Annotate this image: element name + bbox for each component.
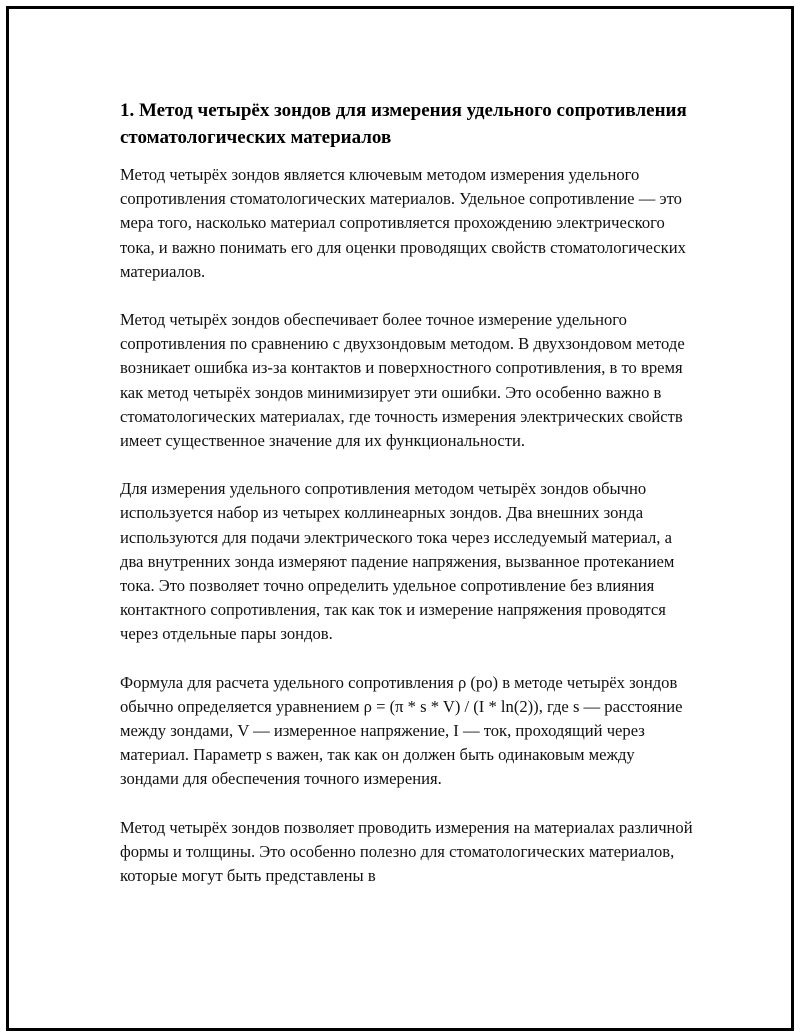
document-body [120,97,695,912]
paragraph-formula: Формула для расчета удельного сопротивления ρ (ро) в методе четырёх зондов обычно определяется уравнением ρ = (π * s * V) / (I * ln(2)), где s — расстояние между зондами, V — измеренное напряжение, I — ток, проходящий через материал. Параметр s важен, так как он должен быть одинаковым между зондами для обеспечения точного измерения. [120,672,683,789]
paragraph-probe-setup: Для измерения удельного сопротивления методом четырёх зондов обычно используется набор из четырех коллинеарных зондов. Два внешних зонда используются для подачи электрического тока через исследуемый материал, а два внутренних зонда измеряют падение напряжения, вызванное протеканием тока. Это позволяет точно определить удельное сопротивление без влияния контактного сопротивления, так как ток и измерение напряжения проводятся через отдельные пары зондов. [120,479,675,644]
paragraph-accuracy: Метод четырёх зондов обеспечивает более точное измерение удельного сопротивления по сравнению с двухзондовым методом. В двухзондовом методе возникает ошибка из-за контактов и поверхностного сопротивления, в то время как метод четырёх зондов минимизирует эти ошибки. Это особенно важно в стоматологических материалах, где точность измерения электрических свойств имеет существенное значение для их функциональности. [120,310,685,451]
paragraph-intro: Метод четырёх зондов является ключевым методом измерения удельного сопротивления стоматологических материалов. Удельное сопротивление — это мера того, насколько материал сопротивляется прохождению электрического тока, и важно понимать его для оценки проводящих свойств стоматологических материалов. [120,165,686,281]
page-frame [6,6,794,1031]
section-heading: 1. Метод четырёх зондов для измерения удельного сопротивления стоматологических материалов [120,100,687,148]
paragraph-applications: Метод четырёх зондов позволяет проводить измерения на материалах различной формы и толщины. Это особенно полезно для стоматологических материалов, которые могут быть представлены в [120,817,693,886]
